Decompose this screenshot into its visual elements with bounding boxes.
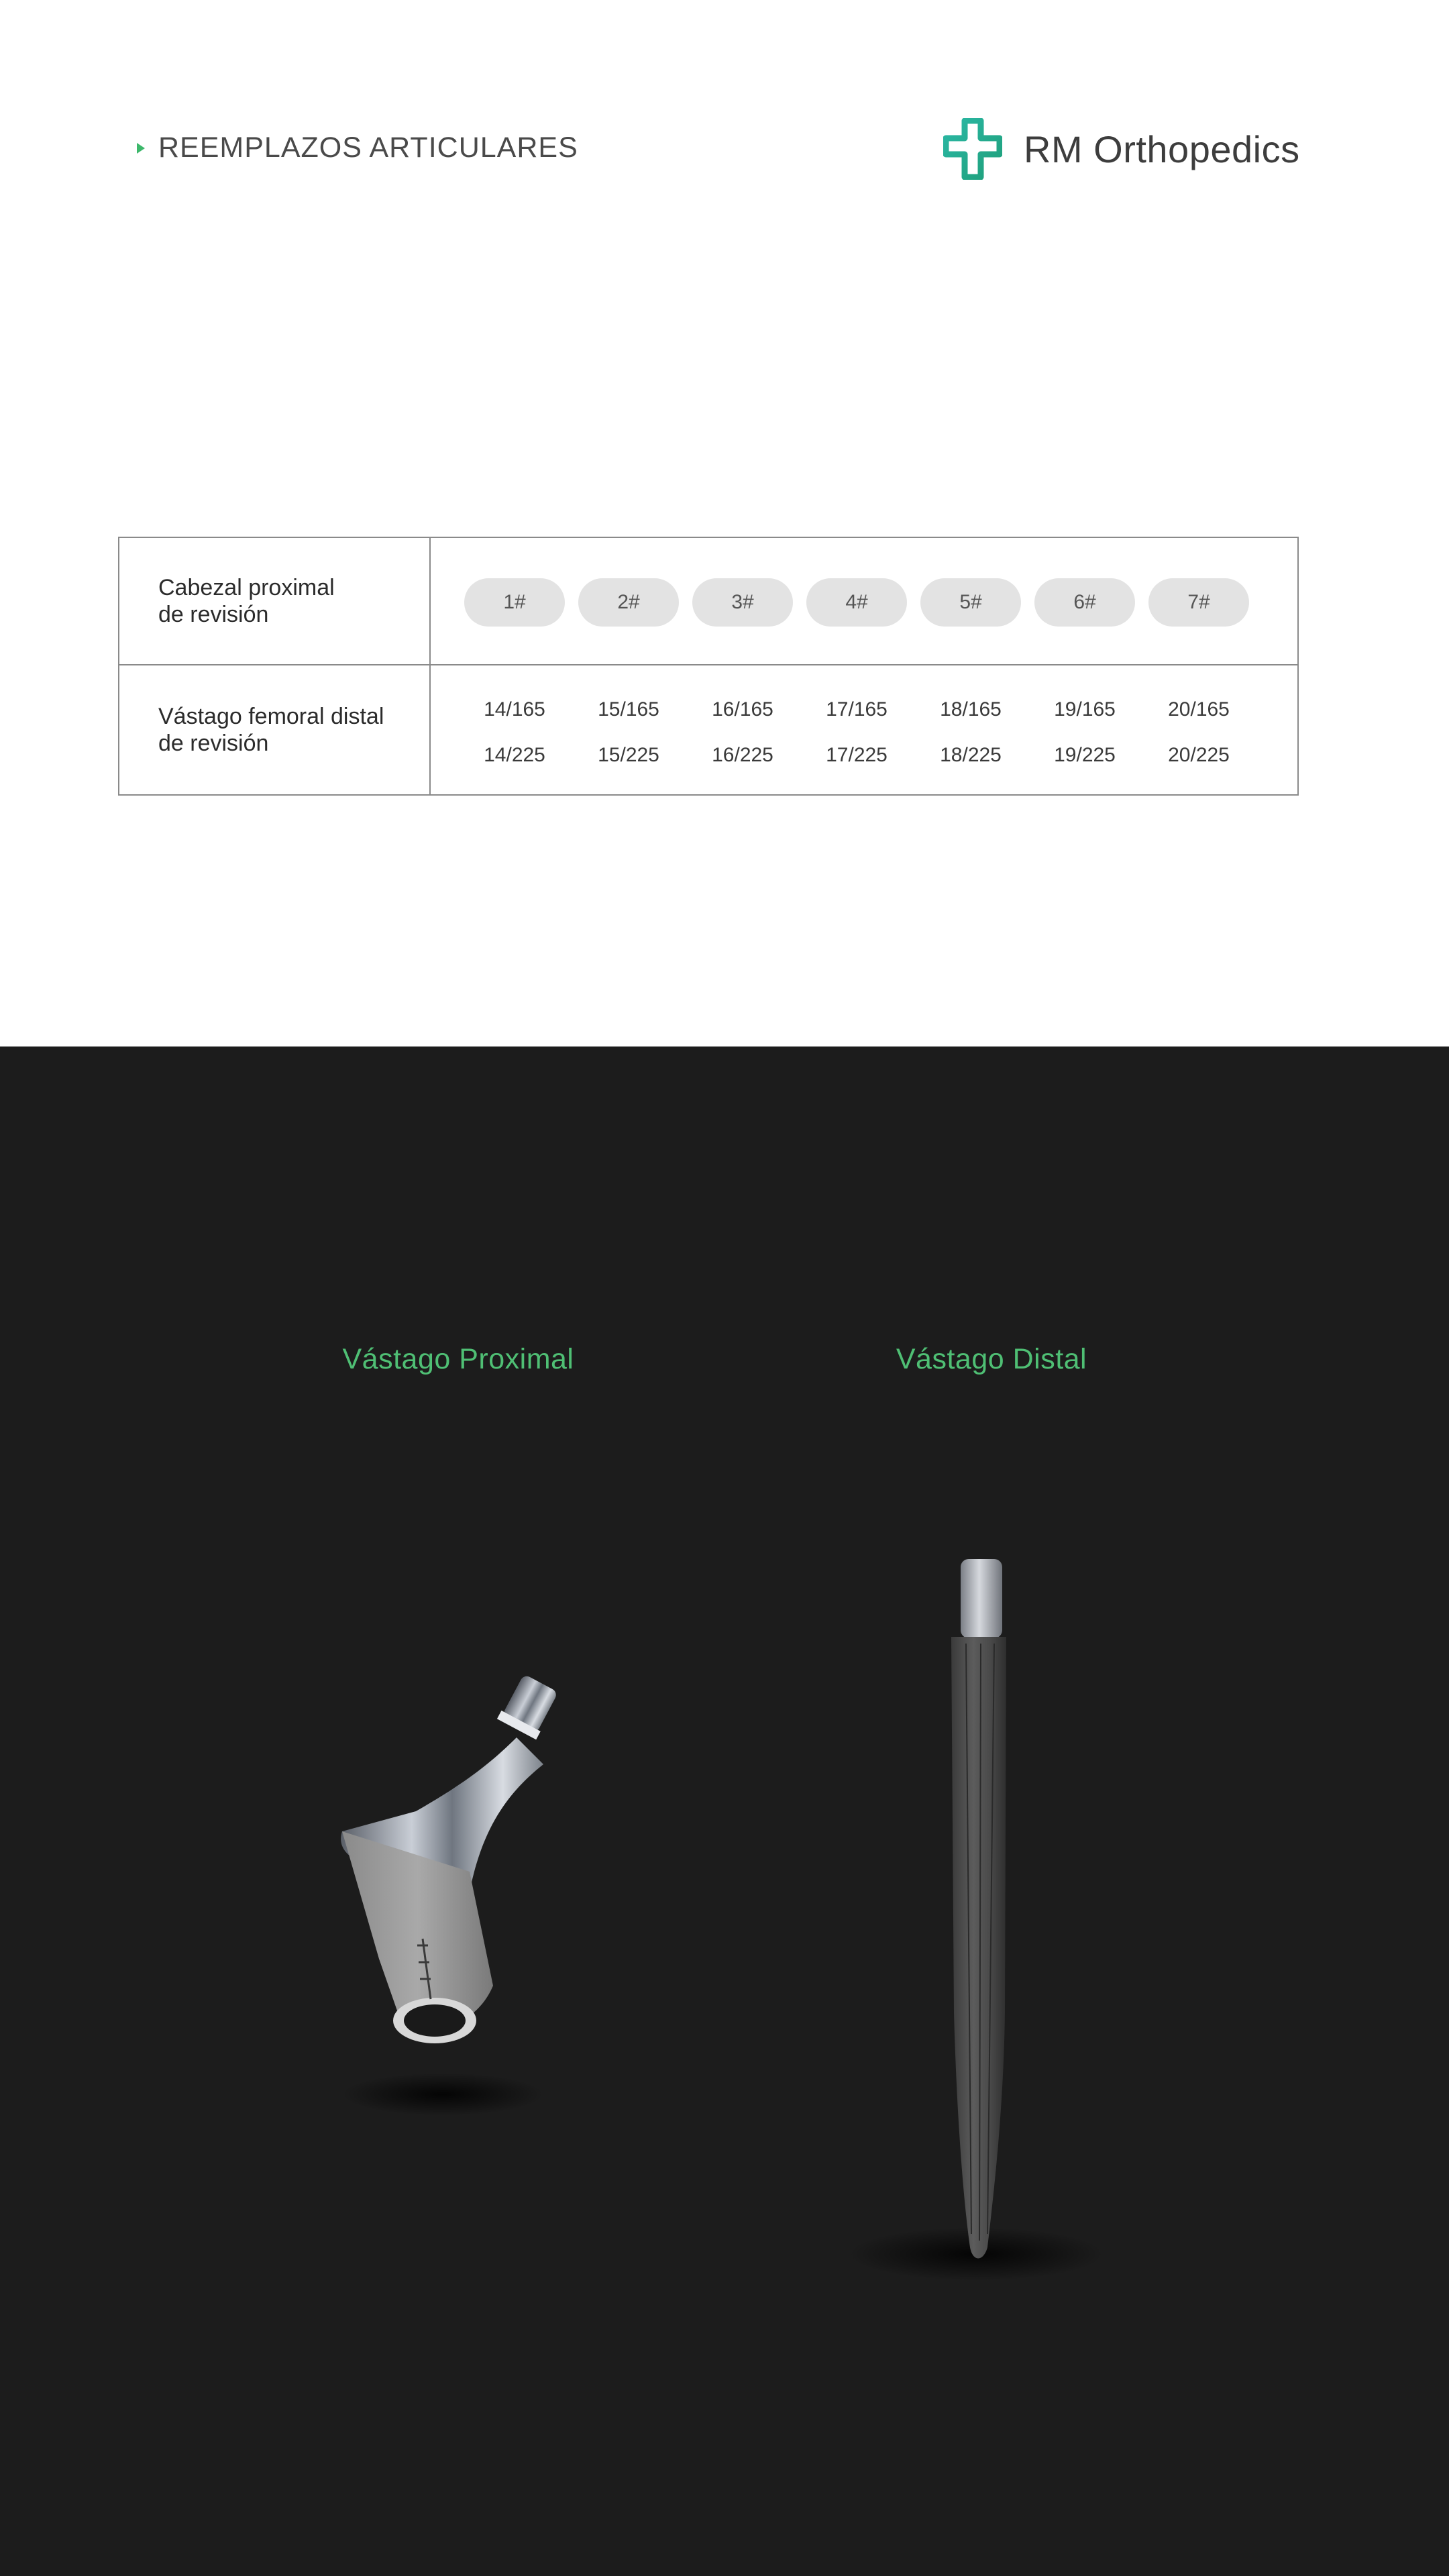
size-value: 14/165 <box>484 698 545 720</box>
proximal-stem-image <box>315 1650 597 2133</box>
size-pill: 6# <box>1034 578 1135 627</box>
size-value: 16/225 <box>712 744 773 766</box>
row-label-line: de revisión <box>158 731 269 756</box>
size-pill: 2# <box>578 578 679 627</box>
stem-size-cells <box>431 665 1297 794</box>
size-value: 18/165 <box>940 698 1002 720</box>
size-value: 18/225 <box>940 744 1002 766</box>
row-label-proximal-head <box>119 538 431 664</box>
table-row <box>119 665 1297 794</box>
size-value: 14/225 <box>484 744 545 766</box>
row-label-line: Vástago femoral distal <box>158 704 384 729</box>
size-column <box>464 698 565 789</box>
triangle-bullet-icon <box>137 143 145 154</box>
size-column <box>1034 698 1135 789</box>
table-row <box>119 538 1297 665</box>
size-column <box>578 698 679 789</box>
medical-cross-logo-icon <box>943 118 1002 180</box>
size-column <box>920 698 1021 789</box>
products-section <box>0 1046 1449 2576</box>
row-label-distal-stem <box>119 665 431 794</box>
row-label-line: Cabezal proximal <box>158 575 335 600</box>
category-label: REEMPLAZOS ARTICULARES <box>158 131 578 164</box>
row-label-line: de revisión <box>158 602 269 627</box>
size-pill: 7# <box>1148 578 1249 627</box>
size-pill: 1# <box>464 578 565 627</box>
size-value: 19/225 <box>1054 744 1116 766</box>
head-size-cells <box>431 538 1297 664</box>
size-pill: 4# <box>806 578 907 627</box>
spec-table <box>118 537 1299 796</box>
distal-stem-title: Vástago Distal <box>896 1343 1087 1375</box>
size-column <box>1148 698 1249 789</box>
size-value: 17/225 <box>826 744 888 766</box>
brand-logo <box>943 118 1300 180</box>
spec-section <box>0 0 1449 1046</box>
size-value: 20/225 <box>1168 744 1230 766</box>
proximal-stem-title: Vástago Proximal <box>342 1343 574 1375</box>
size-value: 15/225 <box>598 744 659 766</box>
size-value: 19/165 <box>1054 698 1116 720</box>
size-pill: 5# <box>920 578 1021 627</box>
size-value: 17/165 <box>826 698 888 720</box>
size-pill: 3# <box>692 578 793 627</box>
distal-stem-image <box>832 1543 1127 2308</box>
size-column <box>692 698 793 789</box>
size-value: 20/165 <box>1168 698 1230 720</box>
size-column <box>806 698 907 789</box>
brand-name: RM Orthopedics <box>1024 127 1300 170</box>
size-value: 16/165 <box>712 698 773 720</box>
category-heading <box>137 131 578 164</box>
size-value: 15/165 <box>598 698 659 720</box>
